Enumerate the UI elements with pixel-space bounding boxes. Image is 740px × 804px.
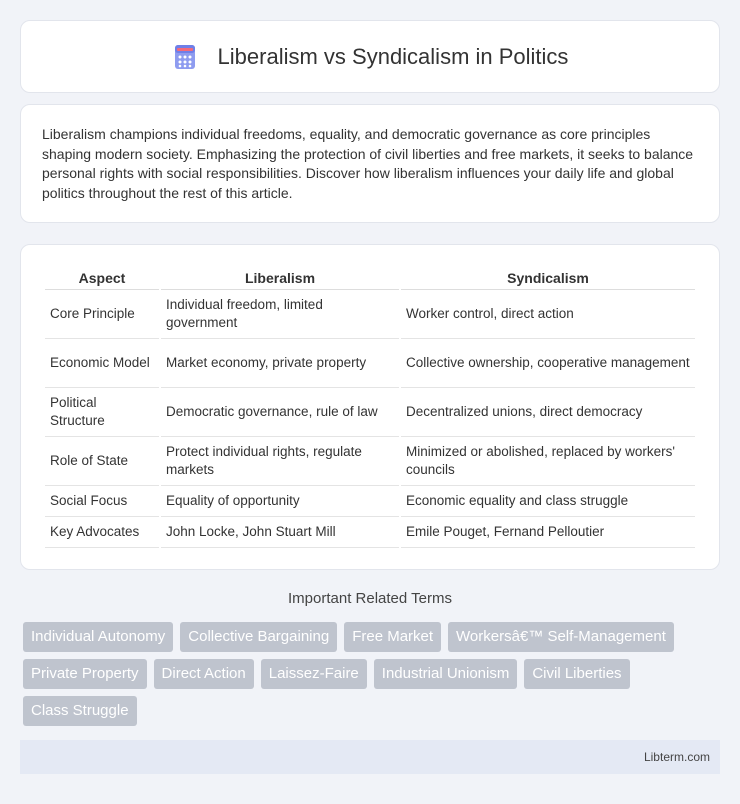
comparison-table-card [20,244,720,570]
table-cell: Collective ownership, cooperative management [401,339,695,388]
table-row [45,437,695,486]
table-row [45,290,695,339]
intro-card [20,104,720,223]
table-cell: Social Focus [45,486,159,517]
table-row [45,388,695,437]
comparison-table [43,263,697,548]
tag-individual-autonomy[interactable]: Individual Autonomy [23,622,173,652]
table-cell: Economic Model [45,339,159,388]
table-cell: Core Principle [45,290,159,339]
tag-free-market[interactable]: Free Market [344,622,441,652]
column-header: Aspect [45,263,159,290]
table-row [45,486,695,517]
table-cell: Decentralized unions, direct democracy [401,388,695,437]
related-terms-tags [23,622,723,726]
header-card [20,20,720,93]
table-cell: Economic equality and class struggle [401,486,695,517]
footer [20,740,720,774]
footer-site-link[interactable]: Libterm.com [643,750,710,764]
table-cell: Protect individual rights, regulate markets [161,437,399,486]
calculator-icon [172,44,198,70]
table-row [45,517,695,548]
tag-laissez-faire[interactable]: Laissez-Faire [261,659,367,689]
column-header: Liberalism [161,263,399,290]
table-cell: Equality of opportunity [161,486,399,517]
tag-workers-self-management[interactable]: Workersâ€™ Self-Management [448,622,674,652]
table-cell: Emile Pouget, Fernand Pelloutier [401,517,695,548]
table-cell: Individual freedom, limited government [161,290,399,339]
tag-private-property[interactable]: Private Property [23,659,147,689]
tag-industrial-unionism[interactable]: Industrial Unionism [374,659,518,689]
tag-collective-bargaining[interactable]: Collective Bargaining [180,622,337,652]
page-title: Liberalism vs Syndicalism in Politics [217,43,569,69]
intro-text: Liberalism champions individual freedoms, equality, and democratic governance as core principles shaping modern society. Emphasizing the protection of civil liberties and free markets, it seeks to balance personal rights with social responsibilities. Discover how liberalism influences your daily life and global politics throughout the rest of this article. [42,126,694,201]
table-row [45,339,695,388]
table-cell: Market economy, private property [161,339,399,388]
table-cell: Democratic governance, rule of law [161,388,399,437]
tag-civil-liberties[interactable]: Civil Liberties [524,659,629,689]
tag-class-struggle[interactable]: Class Struggle [23,696,137,726]
column-header: Syndicalism [401,263,695,290]
table-cell: Key Advocates [45,517,159,548]
table-header-row [45,263,695,290]
table-cell: Political Structure [45,388,159,437]
related-terms-title: Important Related Terms [288,590,452,607]
table-cell: John Locke, John Stuart Mill [161,517,399,548]
tag-direct-action[interactable]: Direct Action [154,659,254,689]
table-cell: Role of State [45,437,159,486]
table-cell: Minimized or abolished, replaced by workers' councils [401,437,695,486]
table-cell: Worker control, direct action [401,290,695,339]
